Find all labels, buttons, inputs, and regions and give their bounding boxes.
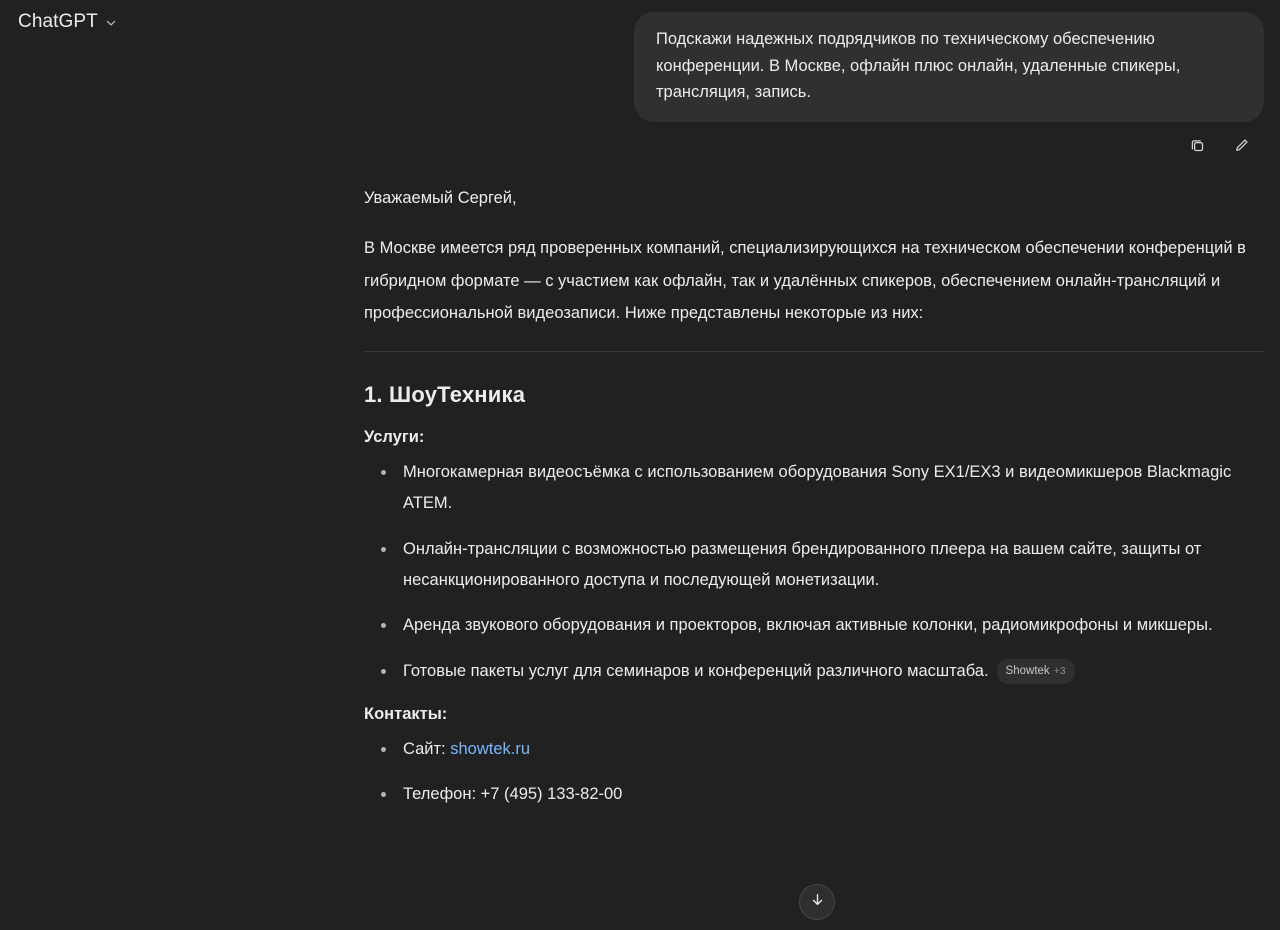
citation-source: Showtek [1005,664,1050,677]
service-text: Онлайн-трансляции с возможностью размещения брендированного плеера на вашем сайте, защиты от несанкционированного доступа и последующей монетизации. [403,539,1202,589]
model-name-label: ChatGPT [18,11,98,32]
copy-icon[interactable] [1184,132,1210,158]
website-link[interactable]: showtek.ru [450,739,531,758]
citation-more-count: +3 [1053,664,1066,677]
services-list [364,457,1264,687]
service-text: Аренда звукового оборудования и проекторов, включая активные колонки, радиомикрофоны и микшеры. [403,616,1213,635]
scroll-to-bottom-button[interactable] [799,884,835,920]
message-action-bar [0,122,1280,158]
list-item [364,610,1264,641]
contact-prefix: Сайт: [403,739,451,758]
phone-value: +7 (495) 133-82-00 [480,785,623,804]
assistant-greeting: Уважаемый Сергей, [364,189,517,208]
section-heading-1: 1. ШоуТехника [364,381,526,407]
service-text: Многокамерная видеосъёмка с использованием оборудования Sony EX1/EX3 и видеомикшеров Blackmagic ATEM. [403,462,1232,513]
contact-prefix: Телефон: [403,785,481,804]
contacts-label: Контакты: [364,704,448,723]
list-item [364,779,1264,810]
user-message-row [0,0,1280,122]
assistant-message [0,158,1280,810]
services-label: Услуги: [364,427,425,446]
citation-chip[interactable] [997,659,1075,685]
user-message-bubble: Подскажи надежных подрядчиков по техническому обеспечению конференции. В Москве, офлайн плюс онлайн, удаленные спикеры, трансляция, запись. [634,12,1264,122]
list-item [364,534,1264,597]
list-item [364,457,1264,520]
service-text: Готовые пакеты услуг для семинаров и конференций различного масштаба. [403,661,989,680]
assistant-intro: В Москве имеется ряд проверенных компаний, специализирующихся на техническом обеспечении конференций в гибридном формате — с участием как офлайн, так и удалённых спикеров, обеспечением онлайн-трансляций и профессиональной видеозаписи. Ниже представлены некоторые из них: [364,239,1246,322]
list-item [364,656,1264,687]
contacts-list [364,734,1264,811]
list-item [364,734,1264,765]
section-divider [364,351,1264,352]
arrow-down-icon [809,891,826,913]
edit-icon[interactable] [1228,132,1254,158]
